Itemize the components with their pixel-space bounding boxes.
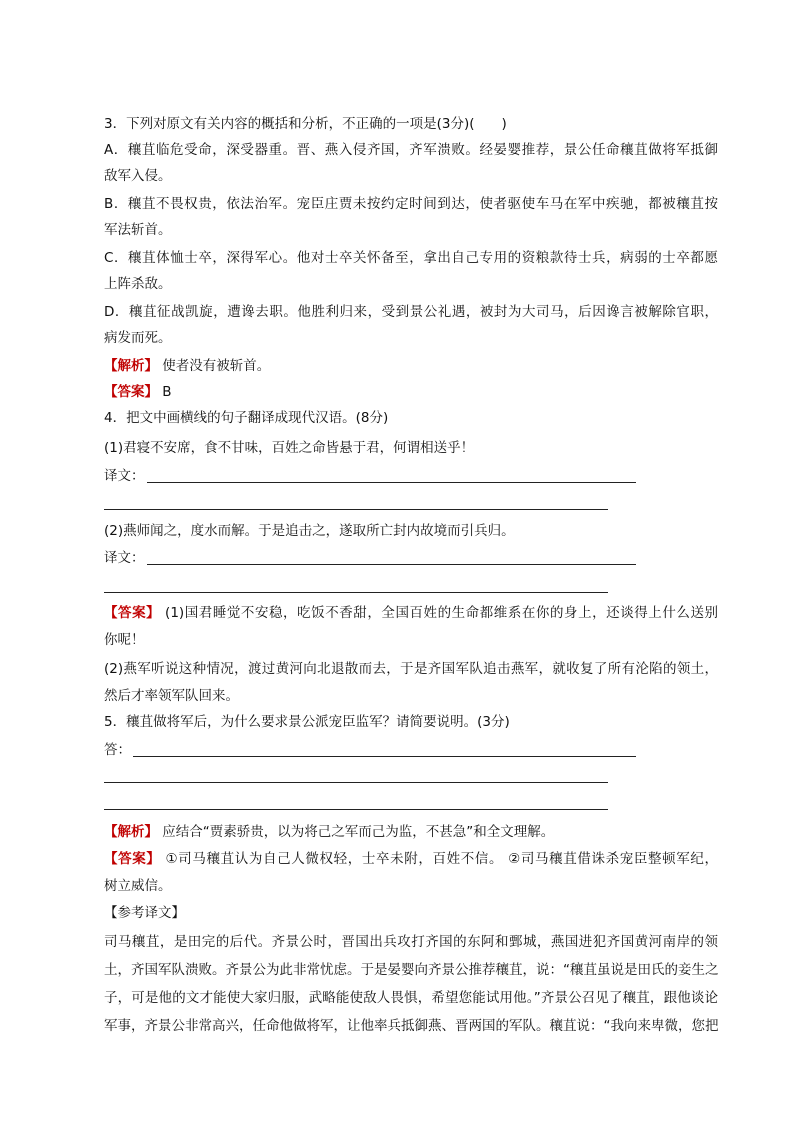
option-a-line-1: A．穰苴临危受命，深受器重。晋、燕入侵齐国，齐军溃败。经晏婴推荐，景公任命穰苴做将军抵御 <box>104 142 718 158</box>
option-d-line-2: 病发而死。 <box>104 330 172 346</box>
reference-heading: 【参考译文】 <box>104 905 185 921</box>
q5-analysis <box>104 822 554 842</box>
answer-line <box>104 782 608 783</box>
option-d-line-1: D．穰苴征战凯旋，遭谗去职。他胜利归来，受到景公礼遇，被封为大司马，后因谗言被解除官职， <box>104 304 718 320</box>
q5-answer-a <box>104 849 718 869</box>
q4-answer-1b: 你呢！ <box>104 632 145 648</box>
reference-line-2: 土，齐国军队溃败。齐景公为此非常忧虑。于是晏婴向齐景公推荐穰苴，说：“穰苴虽说是田氏的妾生之 <box>104 962 719 978</box>
option-b-line-1: B．穰苴不畏权贵，依法治军。宠臣庄贾未按约定时间到达，使者驱使车马在军中疾驰，都被穰苴按 <box>104 196 718 212</box>
answer-tag: 【答案】 <box>104 605 161 621</box>
analysis-text: 应结合“贾素骄贵，以为将己之军而己为监，不甚急”和全文理解。 <box>162 824 555 840</box>
q4-sentence-2: (2)燕师闻之，度水而解。于是追击之，遂取所亡封内故境而引兵归。 <box>104 523 515 539</box>
option-a-line-2: 敌军入侵。 <box>104 168 172 184</box>
reference-line-4: 军事，齐景公非常高兴，任命他做将军，让他率兵抵御燕、晋两国的军队。穰苴说：“我向来卑微，您把 <box>104 1018 719 1034</box>
answer-tag: 【答案】 <box>104 851 161 867</box>
answer-tag: 【答案】 <box>104 384 158 400</box>
analysis-tag: 【解析】 <box>104 824 158 840</box>
analysis-text: 使者没有被斩首。 <box>162 358 271 374</box>
answer-line <box>147 482 636 483</box>
question-3-stem: 3．下列对原文有关内容的概括和分析，不正确的一项是(3分)( ) <box>104 116 507 132</box>
option-b-line-2: 军法斩首。 <box>104 222 172 238</box>
q4-sentence-1: (1)君寝不安席，食不甘味，百姓之命皆悬于君，何谓相送乎！ <box>104 440 475 456</box>
q4-answer-2b: 然后才率领军队回来。 <box>104 688 239 704</box>
option-c-line-2: 上阵杀敌。 <box>104 276 172 292</box>
q5-answer-b: 树立威信。 <box>104 878 172 894</box>
answer-line <box>104 809 608 810</box>
q4-answer-1a <box>104 603 718 623</box>
option-c-line-1: C．穰苴体恤士卒，深得军心。他对士卒关怀备至，拿出自己专用的资粮款待士兵，病弱的士卒都愿 <box>104 250 718 266</box>
reference-line-3: 子，可是他的文才能使大家归服，武略能使敌人畏惧，希望您能试用他。”齐景公召见了穰苴，跟他谈论 <box>104 990 718 1006</box>
question-5-stem: 5．穰苴做将军后，为什么要求景公派宠臣监军？请简要说明。(3分) <box>104 714 510 730</box>
answer-text: ①司马穰苴认为自己人微权轻，士卒未附，百姓不信。 ②司马穰苴借诛杀宠臣整顿军纪， <box>165 851 719 867</box>
analysis-tag: 【解析】 <box>104 358 158 374</box>
answer-text: B <box>162 384 172 400</box>
q4-answer-2a: (2)燕军听说这种情况，渡过黄河向北退散而去，于是齐国军队追击燕军，就收复了所有沦陷的领土， <box>104 661 718 677</box>
question-4-stem: 4．把文中画横线的句子翻译成现代汉语。(8分) <box>104 410 389 426</box>
q5-answer-label: 答： <box>104 742 131 758</box>
answer-text: (1)国君睡觉不安稳，吃饭不香甜，全国百姓的生命都维系在你的身上，还谈得上什么送别 <box>165 605 719 621</box>
q4-translate-label-2: 译文： <box>104 550 145 566</box>
answer-line <box>104 509 608 510</box>
reference-line-1: 司马穰苴，是田完的后代。齐景公时，晋国出兵攻打齐国的东阿和鄄城，燕国进犯齐国黄河南岸的领 <box>104 934 718 950</box>
q4-translate-label-1: 译文： <box>104 468 145 484</box>
q3-analysis <box>104 356 270 376</box>
q3-answer <box>104 382 172 402</box>
answer-line <box>147 564 636 565</box>
answer-line <box>133 756 636 757</box>
answer-line <box>104 592 608 593</box>
